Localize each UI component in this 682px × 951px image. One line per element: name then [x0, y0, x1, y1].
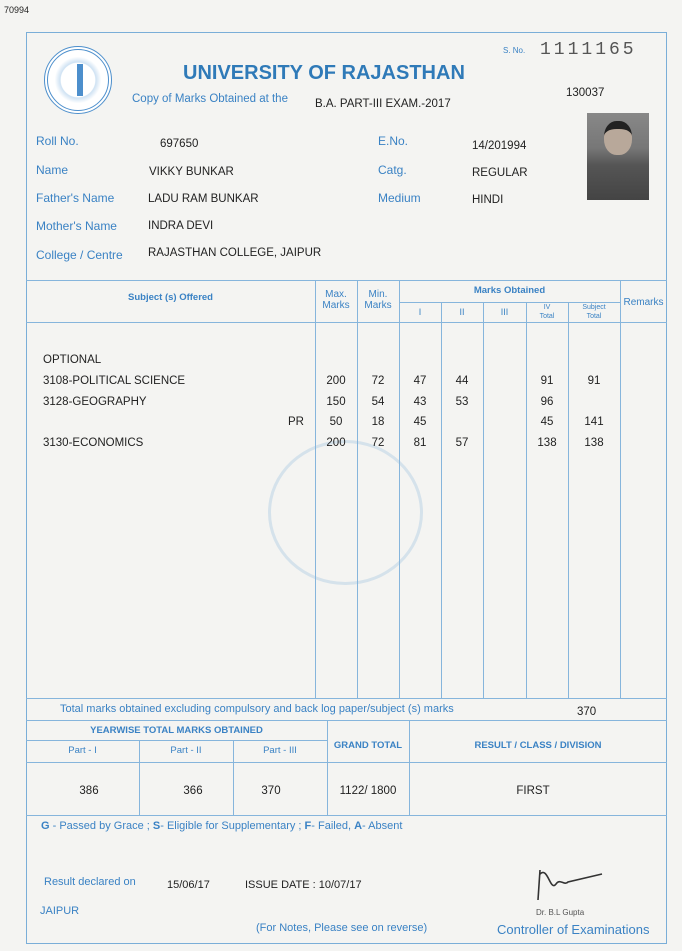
roll-label: Roll No. — [36, 134, 79, 148]
medium-value: HINDI — [472, 194, 504, 206]
group-label: OPTIONAL — [43, 354, 102, 366]
row-i-cell: 81 — [413, 436, 427, 449]
university-title: UNIVERSITY OF RAJASTHAN — [183, 62, 465, 84]
header-subject: Subject (s) Offered — [128, 292, 213, 303]
row-ii-cell: 53 — [455, 395, 469, 408]
row-max-cell: 150 — [326, 395, 346, 408]
result-declared-date: 15/06/17 — [167, 879, 210, 891]
eno-label: E.No. — [378, 134, 409, 148]
row-ii-cell: 44 — [455, 375, 469, 387]
part2-label: Part - II — [170, 745, 202, 756]
header-min: Min. Marks — [364, 289, 392, 311]
header-marks-obtained: Marks Obtained — [473, 285, 546, 296]
row-iv-cell: 96 — [540, 395, 554, 408]
row-i-cell: 45 — [413, 416, 427, 428]
header-paper-i: I — [418, 307, 422, 317]
serial-label: S. No. — [503, 46, 526, 55]
notes-text: (For Notes, Please see on reverse) — [256, 922, 428, 934]
row-subject: 3128-GEOGRAPHY — [43, 395, 147, 408]
father-label: Father's Name — [36, 191, 115, 205]
name-value: VIKKY BUNKAR — [149, 166, 234, 178]
document-code: 70994 — [4, 5, 30, 15]
issue-date: ISSUE DATE : 10/07/17 — [245, 879, 362, 891]
grand-total-value: 1122/ 1800 — [339, 785, 397, 797]
row-iv-cell: 138 — [537, 436, 557, 449]
part1-value: 386 — [79, 785, 99, 797]
total-marks-value: 370 — [577, 706, 597, 718]
row-subject: 3130-ECONOMICS — [43, 436, 144, 449]
header-iv-total: IV Total — [539, 304, 555, 320]
university-seal-icon — [44, 46, 112, 114]
row-subject: 3108-POLITICAL SCIENCE — [43, 375, 186, 387]
result-declared-label: Result declared on — [44, 876, 136, 888]
mother-value: INDRA DEVI — [148, 220, 214, 232]
result-label: RESULT / CLASS / DIVISION — [474, 740, 602, 751]
row-min-cell: 18 — [371, 416, 385, 428]
mother-label: Mother's Name — [36, 219, 117, 233]
exam-code: 130037 — [566, 87, 605, 99]
row-ii-cell: 57 — [455, 436, 469, 449]
row-subject: PR — [288, 416, 304, 428]
college-value: RAJASTHAN COLLEGE, JAIPUR — [148, 247, 322, 259]
part3-value: 370 — [261, 785, 281, 797]
total-marks-label: Total marks obtained excluding compulsory and back log paper/subject (s) marks — [60, 703, 454, 715]
catg-label: Catg. — [378, 163, 407, 177]
signatory-designation: Controller of Examinations — [497, 922, 650, 937]
header-remarks: Remarks — [623, 297, 664, 308]
grade-legend: G - Passed by Grace ; S- Eligible for Supplementary ; F- Failed, A- Absent — [41, 820, 403, 832]
row-max-cell: 50 — [329, 416, 343, 428]
part2-value: 366 — [183, 785, 203, 797]
header-subject-total: Subject Total — [582, 304, 606, 320]
signatory-name: Dr. B.L Gupta — [536, 908, 585, 917]
medium-label: Medium — [378, 191, 421, 205]
header-paper-ii: II — [459, 307, 465, 317]
row-total-cell: 138 — [584, 436, 604, 449]
header-paper-iii: III — [500, 307, 509, 317]
student-photo — [587, 113, 649, 200]
row-iv-cell: 91 — [540, 375, 554, 387]
header-max: Max. Marks — [322, 289, 350, 311]
row-i-cell: 47 — [413, 375, 427, 387]
row-total-cell: 141 — [584, 416, 604, 428]
row-iv-cell: 45 — [540, 416, 554, 428]
part3-label: Part - III — [263, 745, 297, 756]
row-total-cell: 91 — [587, 375, 601, 387]
grand-total-label: GRAND TOTAL — [333, 740, 403, 751]
signature — [528, 862, 608, 906]
college-label: College / Centre — [36, 248, 123, 262]
copy-text: Copy of Marks Obtained at the — [132, 93, 288, 105]
row-max-cell: 200 — [326, 436, 346, 449]
row-min-cell: 72 — [371, 375, 385, 387]
father-value: LADU RAM BUNKAR — [148, 193, 259, 205]
row-i-cell: 43 — [413, 395, 427, 408]
row-min-cell: 54 — [371, 395, 385, 408]
serial-number: 1111165 — [540, 40, 637, 60]
exam-name: B.A. PART-III EXAM.-2017 — [315, 98, 451, 110]
row-max-cell: 200 — [326, 375, 346, 387]
row-min-cell: 72 — [371, 436, 385, 449]
roll-value: 697650 — [160, 138, 199, 150]
place: JAIPUR — [40, 905, 80, 917]
result-value: FIRST — [516, 785, 550, 797]
eno-value: 14/201994 — [472, 140, 527, 152]
catg-value: REGULAR — [472, 167, 528, 179]
yearwise-label: YEARWISE TOTAL MARKS OBTAINED — [90, 725, 263, 736]
name-label: Name — [36, 163, 69, 177]
part1-label: Part - I — [68, 745, 97, 756]
